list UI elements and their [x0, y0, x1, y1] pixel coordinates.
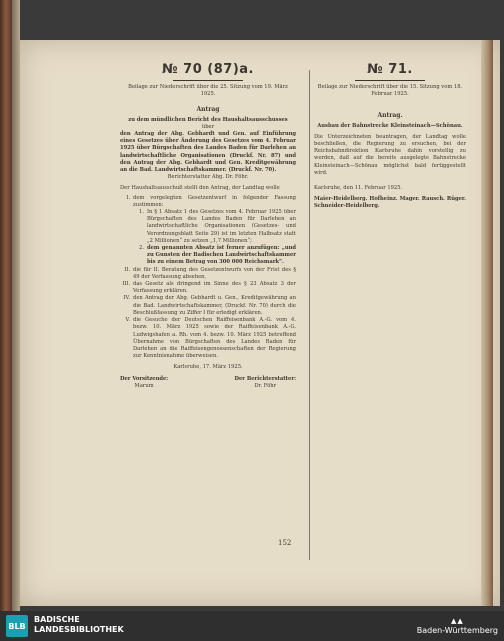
number-underline — [355, 80, 425, 81]
reporter-label: Der Berichterstatter: — [234, 375, 296, 382]
chair-signature — [120, 376, 168, 390]
committee-text: Der Haushaltsausschuß stellt den Antrag, der Landtag wolle — [120, 185, 280, 192]
document-heading: Antrag — [196, 106, 220, 114]
document-subtitle: Beilage zur Niederschrift über die 15. Sitzung vom 18. Februar 1925. — [317, 84, 463, 98]
list-marker: II. — [124, 266, 130, 273]
list-item — [120, 317, 296, 360]
motion-list — [120, 195, 296, 361]
list-text: die Gesuche der Deutschen Raiffeisenbank A.-G. vom 4. bezw. 10. März 1925 sowie der Raiffeisenbank A.-G. Ludwigshafen a. Rh. vom 4. bezw. 10. März 1925 betreffend Übernahme von Bürgschaften des Landes Baden für Darlehen an die Raiffeisengenossenschaften der Regierung zur Kenntnisnahme überweisen. — [133, 317, 296, 360]
list-text: die für II. Beratung des Gesetzentwurfs von der Frist des § 49 der Verfassung absehen, — [133, 266, 296, 280]
state-name: Baden-Württemberg — [416, 626, 498, 635]
signature-block — [120, 376, 296, 390]
list-marker: IV. — [123, 295, 130, 302]
chair-name: Marum — [134, 382, 154, 389]
column-divider — [309, 70, 310, 560]
left-column — [120, 62, 296, 390]
document-subtitle: Beilage zur Niederschrift über die 25. Sitzung vom 19. März 1925. — [128, 84, 288, 98]
intro-body: den Antrag der Abg. Gebhardt und Gen. auf Einführung eines Gesetzes über Änderung des Gesetzes vom 4. Februar 1925 über Bürgschaften des Landes Baden für Darlehen an landwirtschaftliche Organisationen (Druckf. Nr. 87) und den Antrag der Abg. Gebhardt und Gen. Kreditgewährung an die Bad. Landwirtschaftskammer. (Druckf. Nr. 70). — [120, 131, 296, 174]
list-item — [120, 195, 296, 209]
blb-logo: BLB — [6, 615, 28, 637]
list-marker: III. — [122, 281, 130, 288]
page-edge-left — [12, 0, 20, 611]
signers: Maier-Heidelberg. Hofheinz. Mager. Rausch. Rüger. Schneider-Heidelberg. — [314, 196, 466, 210]
reporter-name: Dr. Föhr — [254, 382, 277, 389]
list-text: das Gesetz als dringend im Sinne des § 23 Absatz 3 der Verfassung erklären. — [133, 281, 296, 295]
book-binding — [0, 0, 12, 611]
intro-line-1: zu dem mündlichen Bericht des Haushaltsausschusses — [128, 116, 288, 123]
document-number: № 71. — [367, 62, 413, 77]
list-item — [134, 209, 296, 245]
number-underline — [173, 80, 243, 81]
list-text: In § 1 Absatz 1 des Gesetzes vom 4. Februar 1925 über Bürgschaften des Landes Baden für Darlehen an landwirtschaftliche Organisationen (Gesetzes- und Verordnungsblatt Seite 29) ist im letzten Halbsatz statt „2 Millionen“ zu setzen „1,7 Millionen“; — [147, 209, 296, 244]
reporter-signature — [234, 376, 296, 390]
place-date: Karlsruhe, den 11. Februar 1925. — [314, 185, 403, 192]
document-page — [20, 40, 500, 606]
place-date: Karlsruhe, 17. März 1925. — [173, 364, 243, 371]
list-marker: V. — [125, 317, 130, 324]
right-column — [314, 62, 466, 211]
list-item — [120, 295, 296, 317]
list-item — [134, 245, 296, 267]
crest-icon: ▲▲ — [450, 617, 464, 625]
reporter-line: Berichterstatter Abg. Dr. Föhr. — [167, 174, 249, 181]
state-logo — [417, 616, 498, 636]
list-item — [120, 267, 296, 281]
library-line-2: LANDESBIBLIOTHEK — [34, 625, 124, 634]
chair-label: Der Vorsitzende: — [120, 375, 169, 382]
list-marker: 1. — [139, 209, 144, 216]
list-text: den Antrag der Abg. Gebhardt u. Gen., Kreditgewährung an die Bad. Landwirtschaftskammer, (Druckf. Nr. 70) durch die Beschlußfassung zu Ziffer I für erledigt erklären. — [133, 295, 296, 316]
page-edge-right — [481, 40, 493, 606]
list-text: dem genannten Absatz ist ferner anzufügen: „und zu Gunsten der Badischen Landwirtschaftskammer bis zu einem Betrag von 300 000 Reichsmark“. — [147, 245, 296, 266]
library-name — [34, 615, 124, 635]
list-item — [120, 281, 296, 295]
list-marker: I. — [126, 194, 130, 201]
intro-line-2: über — [201, 123, 215, 130]
document-heading: Antrag. — [377, 112, 403, 120]
page-number: 152 — [278, 539, 292, 547]
library-line-1: BADISCHE — [34, 615, 80, 624]
list-marker: 2. — [139, 245, 144, 252]
list-text: dem vorgelegten Gesetzentwurf in folgender Fassung zustimmen: — [133, 194, 296, 208]
motion-body: Die Unterzeichneten beantragen, der Landtag wolle beschließen, die Regierung zu ersuchen, bei der Reichsbahndirektion Karlsruhe dahin vorstellig zu werden, daß auf die bereits ausgelegte Bahnstrecke Kleinsteinach—Schönau möglichst bald fertiggestellt wird. — [314, 133, 466, 176]
motion-topic: Ausbau der Bahnstrecke Kleinsteinach—Schönau. — [317, 122, 463, 129]
document-number: № 70 (87)a. — [162, 62, 254, 77]
